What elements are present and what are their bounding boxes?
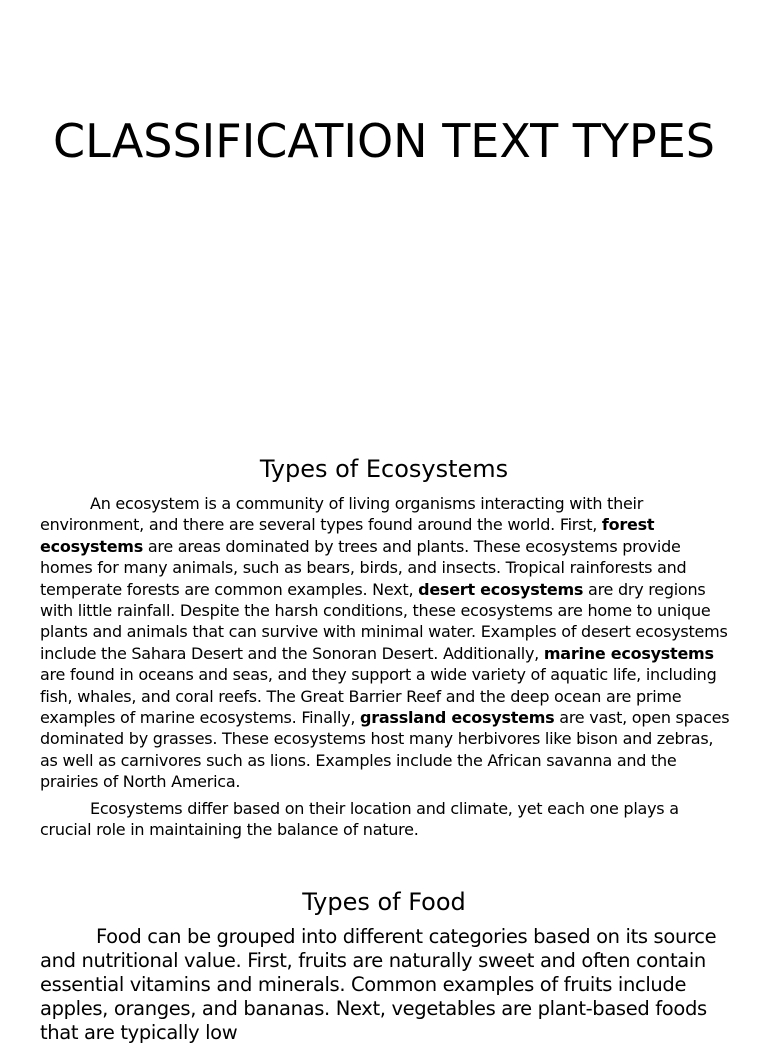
food-paragraph-1: Food can be grouped into different categories based on its source and nutritional value. First, fruits are naturally sweet and often contain essential vitamins and minerals. Common examples of fruits include apples, oranges, and bananas. Next, vegetables are plant-based foods that are typically low [40,925,717,1044]
text-run: An ecosystem is a community of living organisms interacting with their environment, and there are several types found around the world. First, [40,494,644,535]
section-heading-food: Types of Food [302,888,466,916]
bold-term-grassland: grassland ecosystems [360,708,555,728]
document-title: CLASSIFICATION TEXT TYPES [53,114,715,168]
text-run: are areas dominated by trees and plants. These ecosystems provide homes for many animals, such as bears, birds, and insects. Tropical rainforests and temperate forests are common examples. Next, [40,536,687,599]
bold-term-marine: marine ecosystems [543,643,714,663]
section-heading-ecosystems: Types of Ecosystems [259,455,509,483]
text-run: are vast, open spaces dominated by grasses. These ecosystems host many herbivores like bison and zebras, as well as carnivores such as lions. Examples include the African savanna and the prairies of North America. [40,708,730,792]
text-run: are dry regions with little rainfall. Despite the harsh conditions, these ecosystems are home to unique plants and animals that can survive with minimal water. Examples of desert ecosystems include the Sahara Desert and the Sonoran Desert. Additionally, [40,579,728,663]
ecosystems-paragraph-2: Ecosystems differ based on their location and climate, yet each one plays a crucial role in maintaining the balance of nature. [40,799,679,840]
text-run: are found in oceans and seas, and they support a wide variety of aquatic life, including fish, whales, and coral reefs. The Great Barrier Reef and the deep ocean are prime examples of marine ecosystems. Finally, [40,665,717,728]
ecosystems-paragraph-1 [40,493,730,793]
bold-term-desert: desert ecosystems [418,579,584,599]
bold-term-forest: forest ecosystems [40,515,655,556]
